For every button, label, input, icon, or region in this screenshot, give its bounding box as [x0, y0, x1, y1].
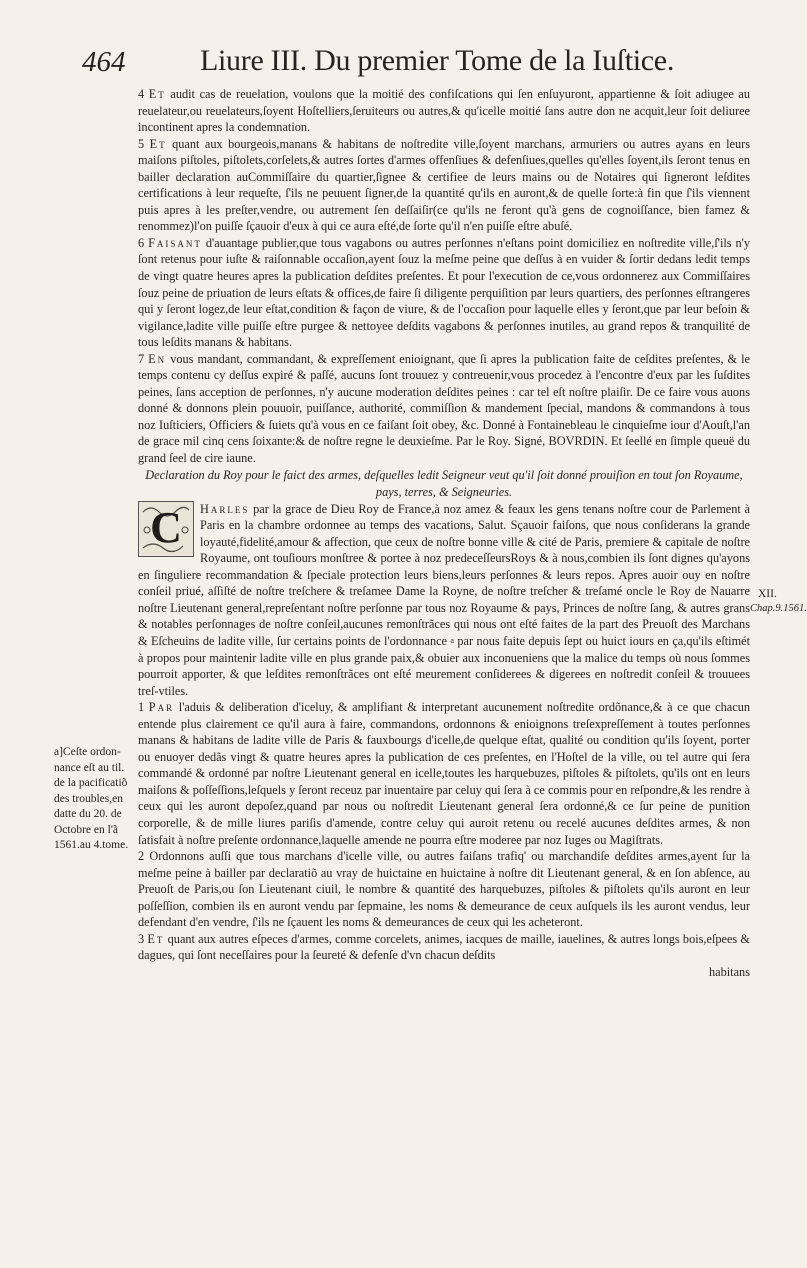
paragraph-5	[138, 136, 750, 235]
paragraph-lead: Faisant	[148, 235, 202, 250]
text-body	[138, 86, 750, 980]
declaration-heading: Declaration du Roy pour le faict des armes, deſquelles ledit Seigneur veut qu'il ſoit donné prouiſion en tout ſon Royaume, pays, terres, & Seigneuries.	[145, 467, 743, 499]
paragraph-number: 3	[138, 931, 145, 946]
catchword: habitans	[709, 964, 750, 979]
paragraph-lead: Harles	[200, 501, 250, 516]
paragraph-number: 2	[138, 849, 145, 864]
paragraph-text: vous mandant, commandant, & expreſſement enioignant, que ſi apres la publication faite de ceſdites preſentes, & le temps contenu cy deſſus expiré & paſſé, aucuns ſont trouuez y contreuenir,vous procedez à l'encontre d'eux par les ſuſdites peines, ſans acception de perſonnes, n'y aucune moderation deſdites peines : car tel eſt noſtre plaiſir. De ce faire vous auons donné & donnons plein pouuoir, puiſſance, authorité, commiſſion & mandement ſpecial, mandons & commandons à tous noz Iuſticiers, Officiers & ſuiets qu'à vous en ce faiſant ſoit obey, &c. Donné à Fontainebleau le cinquieſme iour d'Aouſt,l'an de grace mil cinq cens ſoixante:& de noſtre regne le deuxieſme. Par le Roy. Signé, BOVRDIN. Et ſeellé en ſimple queuë du grand ſeel de cire iaune.	[138, 351, 750, 466]
opening-paragraph	[138, 501, 750, 700]
page-number: 464	[82, 46, 126, 78]
margin-note-line: 1561.au 4.tome.	[54, 839, 129, 851]
margin-note-line: de la pacificatiõ	[54, 777, 128, 789]
margin-note-line: a]Ceſte ordon-	[54, 746, 121, 758]
margin-note-line: des troubles,en	[54, 792, 123, 805]
paragraph-3	[138, 931, 750, 964]
paragraph-text: par nous faite depuis ſept ou huict iours en ça,qu'ils eſtimét à propos pour maintenir ladite ville en plus grande paix,& obuier aux inconueniens que la malice du temps où nous ſommes pourroit apporter, & que leſdites remonſtrãces ont eſté meurement conſiderees & digerees en noſtredit conſeil & trouuees treſ-vtiles.	[138, 633, 751, 698]
paragraph-number: 6	[138, 235, 145, 250]
paragraph-lead: Et	[147, 931, 165, 946]
paragraph-lead: Ordonnons	[149, 849, 204, 864]
paragraph-number: 5	[138, 136, 145, 151]
paragraph-2	[138, 848, 750, 931]
paragraph-text: l'aduis & deliberation d'iceluy, & amplifiant & interpretant aucunement noſtredite ordõnance,& à ce que chacun entende plus clairement ce qu'il aura à faire, commandons, ordonnons & enioignons treſexpreſſement à toutes perſonnes manans & habitans de ladite ville de Paris & fauxbourgs d'icelle,de quelque eſtat, qualité ou condition qu'ils ſoyent, porter ou enuoyer dedãs vingt & quatre heures apres la publication de ces preſentes, en l'Hoſtel de la ville, ou tel autre qui ſera commandé & ordonné par noſtre Lieutenant general en icelle,toutes les harquebuzes, piſtoles & piſtolets, qu'ils ont en leurs maiſons & poſſeſſions,leſquels y ſeront receuz par inuentaire par celuy qui ſera à ce commis pour en reſpondre,& les rendre à ceux qui les auront depoſez,quand par nous ou noſtredit Lieutenant general ſera ordonné,& ce ſur peine de punition corporelle, & de mille liures pariſis d'amende, contre celuy qui auroit retenu ou recelé aucunes deſdites armes, & non ſatisfait à noſtre preſente ordonnance,laquelle amende ne pourra eſtre moderee par noz Iuges ou Magiſtrats.	[138, 700, 750, 847]
paragraph-1	[138, 699, 750, 848]
margin-note-line: nance eſt au til.	[54, 761, 125, 774]
paragraph-lead: Et	[149, 136, 167, 151]
paragraph-lead: Par	[148, 700, 175, 715]
ornamental-initial	[138, 501, 194, 557]
paragraph-4	[138, 86, 750, 136]
margin-ref-number: XII.	[758, 588, 777, 600]
paragraph-number: 7	[138, 351, 145, 366]
paragraph-number: 4	[138, 87, 145, 101]
paragraph-text: par la grace de Dieu Roy de France,à noz amez & feaux les gens tenans noſtre cour de Parlement à Paris en la chambre ordonnee au temps des vacations, Salut. Sçauoir faiſons, que nous conſiderans la grande loyauté,fidelité,amour & affection, que ceux de noſtre bonne ville & cité de Paris, premiere & capitale de noſtre Royaume, ont touſiours monſtree & portee à noz predeceſſeursRoys & à nous,combien ils ſont dignes qu'ayons en ſinguliere recommandation & ſpeciale protection leurs biens,leurs perſonnes & leurs repos. Apres auoir ouy en noſtre conſeil priué, aſſiſté de noſtre treſchere & treſamee Dame la Royne, de noſtre treſcher & treſamé oncle le Roy de Nauarre noſtre Lieutenant general,repreſentant noſtre perſonne par tous noz Royaume & pays, Princes de noſtre ſang, & autres grans & notables perſonnages de noſtre conſeil,aucunes remonſtrãces qui nous ont eſté faites de la part des Preuoſt des Marchans & Eſcheuins de ladite ville, ſur certains points de l'ordonnance	[138, 501, 751, 648]
running-title: Liure III. Du premier Tome de la Iuſtice.	[200, 44, 675, 77]
paragraph-6	[138, 235, 750, 351]
note-mark: a	[450, 635, 454, 645]
margin-note-line: datte du 20. de	[54, 808, 122, 820]
paragraph-lead: Et	[148, 87, 166, 101]
paragraph-text: quant aux autres eſpeces d'armes, comme corcelets, animes, iacques de maille, iauelines, & autres longs bois,eſpees & dagues, qui ſont neceſſaires pour la ſeureté & defenſe d'vn chacun deſdits	[138, 931, 751, 963]
margin-note	[54, 745, 138, 854]
paragraph-lead: En	[148, 351, 167, 366]
page-header	[82, 44, 722, 84]
paragraph-text: audit cas de reuelation, voulons que la moitié des confiſcations qui ſen enſuyuront, appartienne & ſoit adiugee au reuelateur,ou reuelateurs,ſoyent Hoſtelliers,ſeruiteurs ou autres,& qu'icelle moitié ſans autre don ne acquit,leur ſoit deliuree incontinent apres la condemnation.	[138, 87, 750, 135]
paragraph-text: d'auantage publier,que tous vagabons ou autres perſonnes n'eſtans point domiciliez en noſtredite ville,ſ'ils n'y ſont retenus pour iuſte & raiſonnable occaſion,ayent ſouz la meſme peine que deſſus à en vuider & ſortir dedans ledit temps de vingt quatre heures apres la publication deſdites preſentes. Et pour l'execution de ce,vous ordonnerez aux Commiſſaires ſouz peine de priuation de leurs eſtats & offices,de faire ſi diligente perquiſition par leurs quartiers, des perſonnes eſtrangeres qui y ſeront logez,de leur eſtat,condition & façon de viure, & de l'occaſion pour laquelle elles y ſeront,que par leur beſoin & vigilance,ladite ville puiſſe eſtre purgee & nettoyee deſdits vagabons & perſonnes inutiles, au grand repos & tranquilité de tous leſdits manans & habitans.	[138, 235, 751, 350]
initial-letter: C	[150, 502, 182, 552]
paragraph-text: quant aux bourgeois,manans & habitans de noſtredite ville,ſoyent marchans, armuriers ou autres ayans en leurs maiſons piſtoles, piſtolets,corſelets,& autres ſortes d'armes offenſiues & defenſiues,quelles qu'elles ſoyent,ils ſeront tenus en bailler declaration auCommiſſaire du quartier,ſignee & certifiee de leurs mains ou de Notaires qui ſigneront leſdites certifications à leur requeſte, ſ'ils ne peuuent ſigner,de la quantité qu'ils en auront,& de quelle ſorte:à fin que ſ'ils viennent puis apres à les preſter,vendre, ou autrement ſen deſſaiſir(ce qu'ils ne feront qu'à gens de cognoiſſance, bien famez & renommez)l'on puiſſe ſçauoir d'eux à qui ce aura eſté,de ſorte qu'il n'en puiſſe eſtre abuſé.	[138, 136, 751, 234]
paragraph-number: 1	[138, 700, 145, 715]
paragraph-7	[138, 351, 750, 467]
paragraph-text: auſſi que tous marchans d'icelle ville, ou autres faiſans trafiq' ou marchandiſe deſdites armes,ayent ſur la meſme peine à bailler par declaratiõ au vray de huictaine en huictaine à noſtre dit Lieutenant general, & en ſon abſence, au Preuoſt de Paris,ou ſon Lieutenant ciuil, le nombre & quantité des harquebuzes, piſtoles & piſtolets qu'ils auront en leur poſſeſſion, combien ils en auront vendu par ſepmaine, les noms & demeurance de ceux auſquels ils les auront vendus, leur defendant d'en vendre, ſ'ils ne ſçauent les noms & demeurances de ceux qui les acheteront.	[138, 849, 750, 930]
margin-ref-chapter: Chap.9.1561.	[750, 603, 807, 614]
margin-note-line: Octobre en l'ã	[54, 823, 119, 836]
